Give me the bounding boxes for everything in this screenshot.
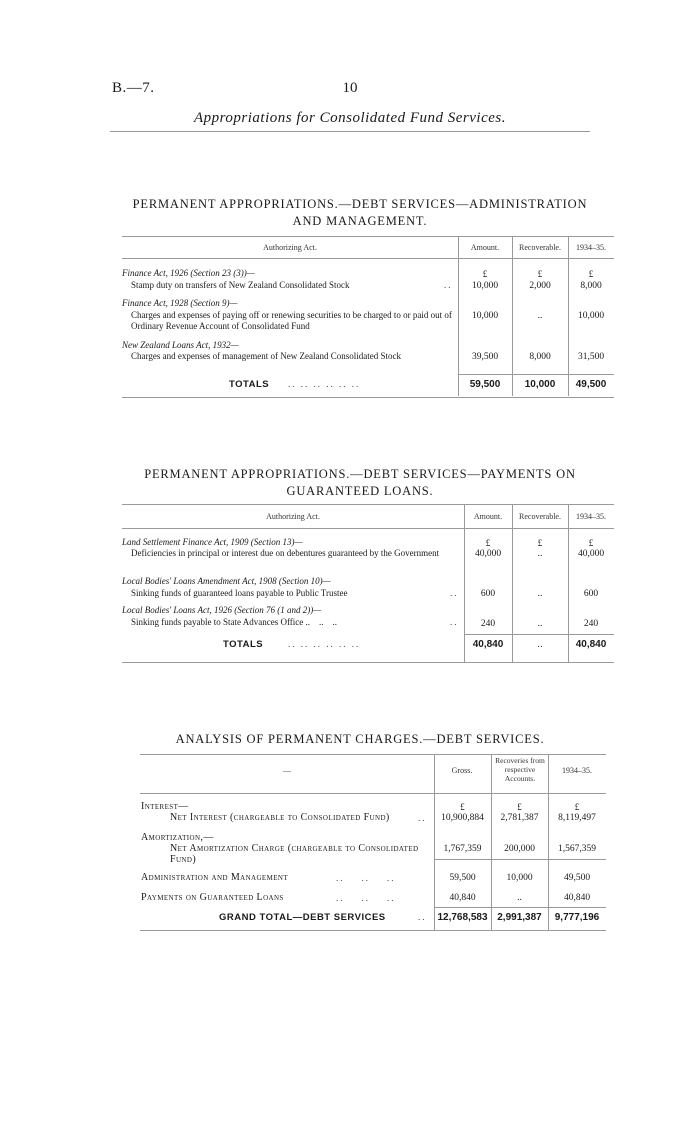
section1-row2-net: 10,000 [577, 311, 605, 321]
section3-col-gross: Gross. [451, 766, 473, 775]
section3-amort-gross: 1,767,359 [443, 844, 482, 854]
section2-row2-net: 600 [583, 589, 599, 599]
section1-total-recoverable: 10,000 [524, 379, 556, 390]
section3-sum-rule [434, 907, 606, 908]
section2-title-line1: PERMANENT APPROPRIATIONS.—DEBT SERVICES—PAYMENTS ON [144, 467, 576, 481]
section3-admin-label: Administration and Management [141, 872, 289, 883]
section1-pound-year: £ [588, 269, 594, 279]
section1-col-recoverable: Recoverable. [519, 243, 561, 252]
section1-sum-rule [458, 374, 614, 375]
section1-total-net: 49,500 [575, 379, 607, 390]
page-title: Appropriations for Consolidated Fund Services. [193, 110, 506, 126]
section3-admin-gross: 59,500 [449, 873, 476, 883]
section3-vline-2 [491, 754, 492, 930]
section3-bottom-rule [140, 930, 606, 931]
section3-pound-recoveries: £ [517, 802, 522, 812]
section1-row1-act: Finance Act, 1926 (Section 23 (3))— [122, 268, 255, 278]
section3-guar-label: Payments on Guaranteed Loans [141, 892, 284, 903]
section2-row1-net: 40,000 [577, 549, 605, 559]
section1-col-act: Authorizing Act. [263, 243, 317, 252]
section3-guar-net: 40,840 [563, 893, 591, 903]
section1-top-rule [122, 236, 614, 237]
section1-row2-amount: 10,000 [471, 311, 499, 321]
section1-row1-amount: 10,000 [471, 281, 499, 291]
section3-col-recoveries: Recoveries from respective Accounts. [495, 756, 545, 783]
section3-pound-gross: £ [460, 802, 465, 812]
section1-pound-amount: £ [482, 269, 488, 279]
section2-row1-recoverable: .. [537, 549, 543, 559]
section3-interest-net: 8,119,497 [558, 813, 596, 823]
section3-guar-recoveries: .. [517, 893, 522, 903]
section2-total-net: 40,840 [575, 639, 607, 650]
section2-total-amount: 40,840 [472, 639, 504, 650]
section3-amort-head: Amortization,— [141, 832, 214, 843]
section2-top-rule [122, 504, 614, 505]
section1-col-year: 1934–35. [576, 243, 606, 252]
section1-title-line1: PERMANENT APPROPRIATIONS.—DEBT SERVICES—ADMINISTRATION [132, 197, 588, 211]
section1-row3-net: 31,500 [577, 352, 605, 362]
section2-col-amount: Amount. [473, 512, 503, 521]
section3-guar-gross: 40,840 [449, 893, 476, 903]
section2-row2-recoverable: .. [537, 589, 543, 599]
section2-totals-label: TOTALS [223, 639, 264, 650]
section2-row3-amount: 240 [480, 619, 496, 629]
section2-totals-dots: .. .. .. .. .. .. [288, 639, 361, 649]
section2-row2-amount: 600 [480, 589, 496, 599]
section1-row2-recoverable: .. [537, 311, 543, 321]
section3-title: ANALYSIS OF PERMANENT CHARGES.—DEBT SERVICES. [175, 732, 545, 746]
section1-row1-recoverable: 2,000 [529, 281, 551, 291]
section2-row3-net: 240 [583, 619, 599, 629]
section2-title-line2: GUARANTEED LOANS. [286, 484, 434, 498]
section1-row1-net: 8,000 [580, 281, 602, 291]
section2-row2-dots: .. [450, 588, 459, 598]
section1-col-amount: Amount. [470, 243, 500, 252]
section1-row3-desc: Charges and expenses of management of New Zealand Consolidated Stock [131, 351, 402, 361]
section3-vline-1 [434, 754, 435, 930]
section1-row2-act: Finance Act, 1928 (Section 9)— [122, 298, 238, 308]
section2-sum-rule [464, 634, 614, 635]
section3-grand-label: GRAND TOTAL—DEBT SERVICES [219, 912, 386, 923]
section3-grand-recoveries: 2,991,387 [497, 912, 542, 923]
section1-row2-desc: Charges and expenses of paying off or renewing securities to be charged to or paid out of Ordinary Revenue Account of Consolidated Fund [131, 310, 452, 331]
section2-row2-desc: Sinking funds of guaranteed loans payable to Public Trustee [131, 588, 348, 598]
section2-col-recoverable: Recoverable. [519, 512, 561, 521]
section2-total-recoverable: .. [537, 639, 543, 650]
section3-col-blank: — [283, 766, 291, 775]
section2-pound-year: £ [588, 538, 594, 548]
section2-row3-recoverable: .. [537, 619, 543, 629]
section3-amort-item: Net Amortization Charge (chargeable to Consolidated Fund) [170, 843, 419, 865]
section2-pound-amount: £ [485, 538, 491, 548]
section3-interest-dots: .. [418, 813, 427, 823]
section3-amort-rule [434, 859, 606, 860]
section3-grand-net: 9,777,196 [554, 912, 600, 923]
section3-top-rule [140, 754, 606, 755]
section2-col-act: Authorizing Act. [266, 512, 320, 521]
section1-bottom-rule [122, 397, 614, 398]
section1-row3-amount: 39,500 [471, 352, 499, 362]
section3-interest-recoveries: 2,781,387 [500, 813, 539, 823]
section3-interest-head: Interest— [141, 801, 189, 812]
section2-row2-act: Local Bodies' Loans Amendment Act, 1908 (Section 10)— [122, 576, 331, 586]
section3-grand-gross: 12,768,583 [437, 912, 488, 923]
section1-title-line2: AND MANAGEMENT. [292, 214, 428, 228]
section1-totals-label: TOTALS [229, 379, 270, 390]
document-code: B.—7. [112, 80, 155, 96]
section2-row1-act: Land Settlement Finance Act, 1909 (Section 13)— [122, 537, 303, 547]
section3-interest-item: Net Interest (chargeable to Consolidated Fund) [170, 812, 390, 823]
section1-head-rule [122, 258, 614, 259]
section3-pound-year: £ [574, 802, 580, 812]
section3-amort-recoveries: 200,000 [504, 844, 535, 854]
section3-head-rule [140, 793, 606, 794]
section1-title [110, 196, 610, 230]
section3-guar-dots: .. .. .. [336, 893, 396, 903]
section2-bottom-rule [122, 662, 614, 663]
page-number: 10 [342, 80, 358, 96]
section3-col-year: 1934–35. [562, 766, 592, 775]
section2-row3-act: Local Bodies' Loans Act, 1926 (Section 76 (1 and 2))— [122, 605, 322, 615]
section3-admin-net: 49,500 [563, 873, 591, 883]
section3-grand-dots: .. [418, 912, 427, 922]
section3-vline-3 [548, 754, 549, 930]
section1-row3-act: New Zealand Loans Act, 1932— [122, 340, 239, 350]
section2-pound-recoverable: £ [537, 538, 543, 548]
header-rule [110, 131, 590, 132]
section3-interest-gross: 10,900,884 [441, 813, 484, 823]
section2-row1-amount: 40,000 [474, 549, 502, 559]
section3-admin-recoveries: 10,000 [506, 873, 533, 883]
section1-total-amount: 59,500 [469, 379, 501, 390]
section1-row3-recoverable: 8,000 [529, 352, 551, 362]
section1-totals-dots: .. .. .. .. .. .. [288, 379, 361, 389]
section1-row1-desc: Stamp duty on transfers of New Zealand Consolidated Stock [131, 280, 350, 290]
section3-amort-net: 1,567,359 [558, 844, 596, 854]
section2-row1-desc: Deficiencies in principal or interest due on debentures guaranteed by the Government [131, 548, 440, 558]
section3-admin-dots: .. .. .. [336, 873, 396, 883]
section1-pound-recoverable: £ [537, 269, 543, 279]
section2-head-rule [122, 528, 614, 529]
section2-row3-dots: .. [450, 617, 459, 627]
section2-row3-desc: Sinking funds payable to State Advances Office .. .. .. [131, 617, 338, 627]
section1-row1-dots: .. [444, 280, 453, 290]
section2-title [110, 466, 610, 500]
section2-col-year: 1934–35. [576, 512, 606, 521]
